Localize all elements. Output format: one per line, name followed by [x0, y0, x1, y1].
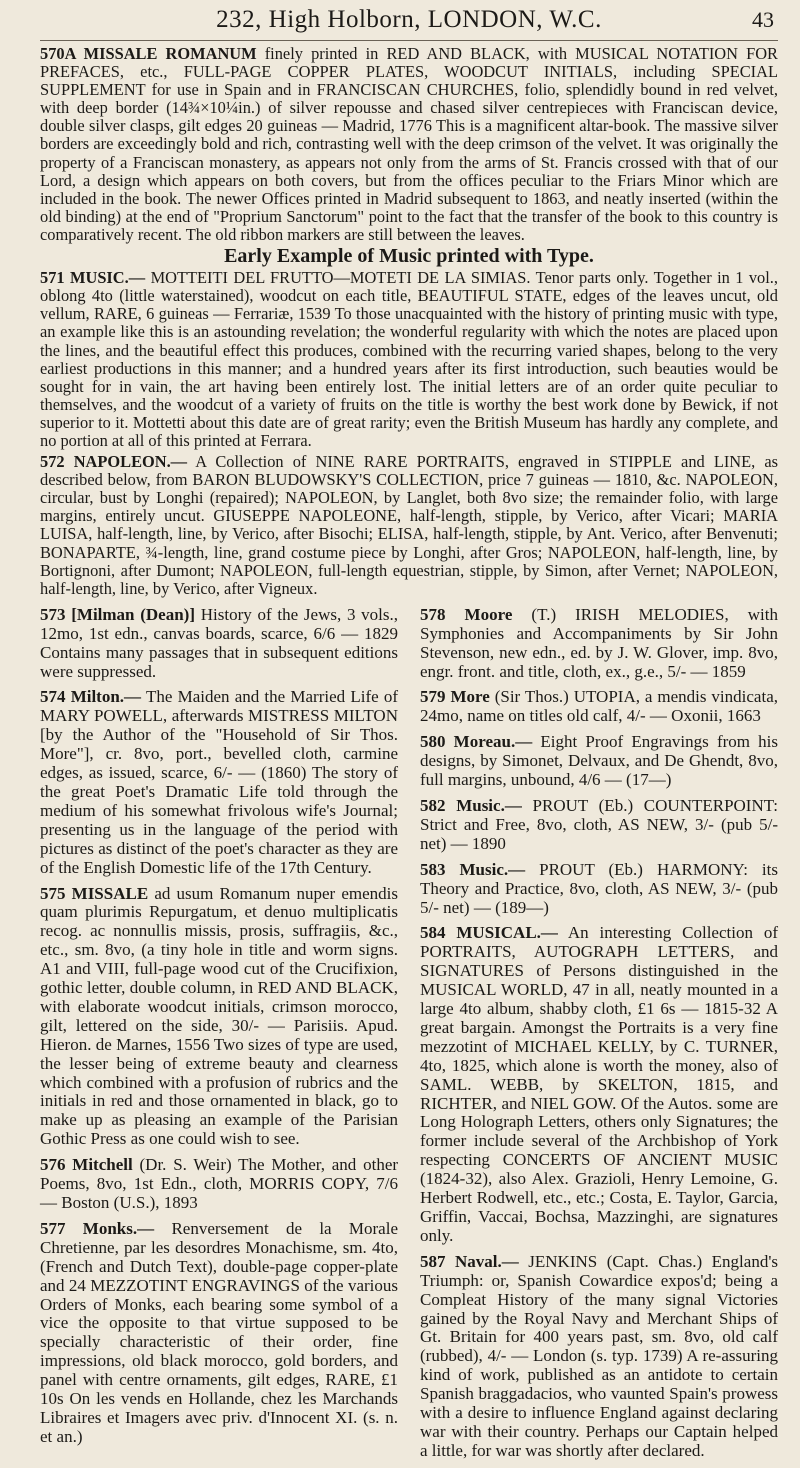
entry-text: A Collection of NINE RARE PORTRAITS, engraved in STIPPLE and LINE, as described below, from BARON BLUDOWSKY'S COLLECTION, price 7 guineas — 1810, &c. NAPOLEON, circular, bust by Longhi (repaired); NAPOLEON, by Langlet, both 8vo size; the remainder folio, with large margins, entirely uncut. GIUSEPPE NAPOLEONE, half-length, stipple, by Verico, after Vicari; MARIA LUISA, half-length, line, by Verico, after Bisochi; ELISA, half-length, stipple, by Ant. Verico, after Benvenuti; BONAPARTE, ¾-length, line, grand costume piece by Longhi, after Gros; NAPOLEON, half-length, line, by Bortignoni, after Dumont; NAPOLEON, full-length equestrian, stipple, by Simon, after Vernet; NAPOLEON, half-length, line, by Verico, after Vigneux. [40, 452, 778, 598]
entry-lot: 575 MISSALE [40, 883, 149, 903]
entry-lot: 579 More [420, 687, 490, 707]
entry-lot: 582 Music.— [420, 795, 522, 815]
entry-text: History of the Jews, 3 vols., 12mo, 1st edn., canvas boards, scarce, 6/6 — 1829 Contains many passages that in subsequent editions were suppressed. [40, 604, 399, 681]
catalogue-entry [420, 1253, 778, 1461]
full-width-entries [40, 45, 778, 598]
left-column [40, 606, 398, 1468]
entry-text: Renversement de la Morale Chretienne, par les desordres Monachisme, sm. 4to, (French and Dutch Text), double-page copper-plate and 24 MEZZOTINT ENGRAVINGS of the various Orders of Monks, each bearing some symbol of a vice the opposite to that virtue supposed to be specially characteristic of their order, fine impressions, old black morocco, gold borders, and panel with centre ornaments, gilt edges, RARE, £1 10s On les vends en Hollande, chez les Marchands Libraires et Imagers avec priv. d'Innocent XI. (s. n. et an.) [40, 1218, 398, 1446]
catalogue-entry [40, 269, 778, 450]
entry-lot: 573 [Milman (Dean)] [40, 604, 196, 624]
catalogue-entry [420, 924, 778, 1245]
catalogue-entry [40, 453, 778, 598]
catalogue-entry [40, 688, 398, 877]
catalogue-entry [40, 885, 398, 1150]
entry-lot: 587 Naval.— [420, 1251, 519, 1271]
entry-text: The Maiden and the Married Life of MARY POWELL, afterwards MISTRESS MILTON [by the Author of the "Household of Sir Thos. More"], cr. 8vo, port., bevelled cloth, carmine edges, as issued, scarce, 6/- — (1860) The story of the great Poet's Dramatic Life told through the medium of his somewhat frivolous wife's Journal; presenting us in the language of the period with pictures as distinct of the poet's character as they are of the English Domestic life of the 17th Century. [40, 687, 399, 877]
entry-lot: 578 Moore [420, 604, 513, 624]
entry-text: PROUT (Eb.) COUNTERPOINT: Strict and Free, 8vo, cloth, AS NEW, 3/- (pub 5/- net) — 1890 [420, 795, 779, 853]
entry-text: An interesting Collection of PORTRAITS, AUTOGRAPH LETTERS, and SIGNATURES of Persons distinguished in the MUSICAL WORLD, 47 in all, neatly mounted in a large 4to album, shabby cloth, £1 6s — 1815-32 A great bargain. Amongst the Portraits is a very fine mezzotint of MICHAEL KELLY, by C. TURNER, 4to, 1825, which alone is worth the money, also of SAML. WEBB, by SKELTON, 1815, and RICHTER, and NIEL GOW. Of the Autos. some are Long Holograph Letters, others only Signatures; the former include several of the Archbishop of York respecting CONCERTS OF ANCIENT MUSIC (1824-32), also Alex. Grazioli, Henry Lemoine, G. Herbert Rodwell, etc., etc.; Costa, E. Taylor, Garcia, Griffin, Vaccai, Bochsa, Mazzinghi, are signatures only. [420, 923, 778, 1245]
page-number: 43 [752, 7, 774, 32]
entry-text: MOTTEITI DEL FRUTTO—MOTETI DE LA SIMIAS. Tenor parts only. Together in 1 vol., oblong 4to (little waterstained), woodcut on each title, BEAUTIFUL STATE, edges of the leaves uncut, old vellum, RARE, 6 guineas — Ferrariæ, 1539 To those unacquainted with the history of printing music with type, an example like this is an astounding revelation; the wonderful regularity with which the notes are placed upon the lines, and the beautiful effect this produces, combined with the recurring varied shapes, belong to the very earliest productions in this manner; and a hundred years after its first introduction, such beauties would be sought for in vain, the art having been entirely lost. The initial letters are of an order quite peculiar to themselves, and the woodcut of a variety of fruits on the title is worthy the best work done by Bewick, if not superior to it. Mottetti about this date are of great rarity; even the British Museum has hardly any complete, and no portion at all of this printed at Ferrara. [40, 268, 778, 450]
catalogue-entry [420, 688, 778, 726]
catalogue-entry [420, 861, 778, 918]
entry-lot: 571 MUSIC.— [40, 268, 146, 288]
bookseller-address: 232, High Holborn, LONDON, W.C. [216, 6, 602, 33]
catalogue-entry [40, 1156, 398, 1213]
entry-lot: 572 NAPOLEON.— [40, 452, 188, 472]
catalogue-entry [420, 797, 778, 854]
entry-lot: 574 Milton.— [40, 687, 142, 707]
right-column [420, 606, 778, 1468]
entry-text: JENKINS (Capt. Chas.) England's Triumph: or, Spanish Cowardice expos'd; being a Compleat History of the many signal Victories gained by the Royal Navy and Merchant Ships of Gt. Britain for 400 years past, sm. 8vo, old calf (rubbed), 4/- — London (s. typ. 1739) A re-assuring kind of work, published as an antidote to certain Spanish braggadacios, who vaunted Spain's prowess with a desire to influence England against declaring war with their country. Perhaps our Captain helped a little, for war was shortly after declared. [420, 1251, 779, 1460]
entry-text: Eight Proof Engravings from his designs, by Simonet, Delvaux, and De Ghendt, 8vo, full margins, unbound, 4/6 — (17—) [420, 732, 778, 790]
heading-text: Early Example of Music printed with Type. [224, 245, 594, 268]
catalogue-entry [40, 45, 778, 244]
entry-text: PROUT (Eb.) HARMONY: its Theory and Practice, 8vo, cloth, AS NEW, 3/- (pub 5/- net) — (189—) [420, 859, 778, 917]
catalogue-entry [40, 1220, 398, 1447]
entry-text: (Sir Thos.) UTOPIA, a mendis vindicata, 24mo, name on titles old calf, 4/- — Oxonii, 1663 [420, 687, 778, 726]
catalogue-entry [40, 606, 398, 682]
two-column-listing [40, 606, 778, 1468]
page-header [40, 0, 778, 40]
entry-lot: 583 Music.— [420, 859, 526, 879]
entry-lot: 570A MISSALE ROMANUM [40, 44, 257, 63]
entry-text: (T.) IRISH MELODIES, with Symphonies and Accompaniments by Sir John Stevenson, new edn., ed. by J. W. Glover, imp. 8vo, engr. front. and title, cloth, ex., g.e., 5/- — 1859 [420, 604, 778, 681]
section-heading [40, 247, 778, 266]
catalogue-entry [420, 606, 778, 682]
header-rule [40, 40, 778, 41]
entry-lot: 577 Monks.— [40, 1218, 155, 1238]
entry-text: (Dr. S. Weir) The Mother, and other Poems, 8vo, 1st Edn., cloth, MORRIS COPY, 7/6 — Boston (U.S.), 1893 [40, 1155, 399, 1212]
entry-text: ad usum Romanum nuper emendis quam plurimis Repurgatum, et denuo multiplicatis recog. ac nonnullis missis, prosis, suffragiis, &c., etc., sm. 8vo, (a tiny hole in title and worm signs. A1 and VIII, full-page wood cut of the Crucifixion, gothic letter, double column, in RED AND BLACK, with elaborate woodcut initials, crimson morocco, gilt, lettered on the side, 30/- — Parisiis. Apud. Hieron. de Marnes, 1556 Two sizes of type are used, the lesser being of extreme beauty and clearness which combined with a profusion of rubrics and the initials in red and those ornamented in black, go to make up as pleasing an example of the Parisian Gothic Press as one could wish to see. [40, 883, 399, 1149]
entry-lot: 584 MUSICAL.— [420, 923, 558, 943]
entry-text: finely printed in RED AND BLACK, with MUSICAL NOTATION FOR PREFACES, etc., FULL-PAGE COPPER PLATES, WOODCUT INITIALS, including SPECIAL SUPPLEMENT for use in Spain and in FRANCISCAN CHURCHES, folio, splendidly bound in red velvet, with deep border (14¾×10¼in.) of silver repousse and chased silver centrepieces with Franciscan device, double silver clasps, gilt edges 20 guineas — Madrid, 1776 This is a magnificent altar-book. The massive silver borders are exceedingly bold and rich, contrasting well with the deep crimson of the velvet. It was originally the property of a Franciscan monastery, as appears not only from the arms of St. Francis crossed with that of our Lord, a design which appears on both covers, but from the offices peculiar to the Friars Minor which are included in the book. The newer Offices printed in Madrid subsequent to 1863, and neatly inserted (within the old binding) at the end of "Proprium Sanctorum" point to the fact that the transfer of the book to this country is comparatively recent. The old ribbon markers are still between the leaves. [40, 44, 778, 244]
catalogue-entry [420, 733, 778, 790]
entry-lot: 576 Mitchell [40, 1155, 133, 1175]
entry-lot: 580 Moreau.— [420, 732, 533, 752]
